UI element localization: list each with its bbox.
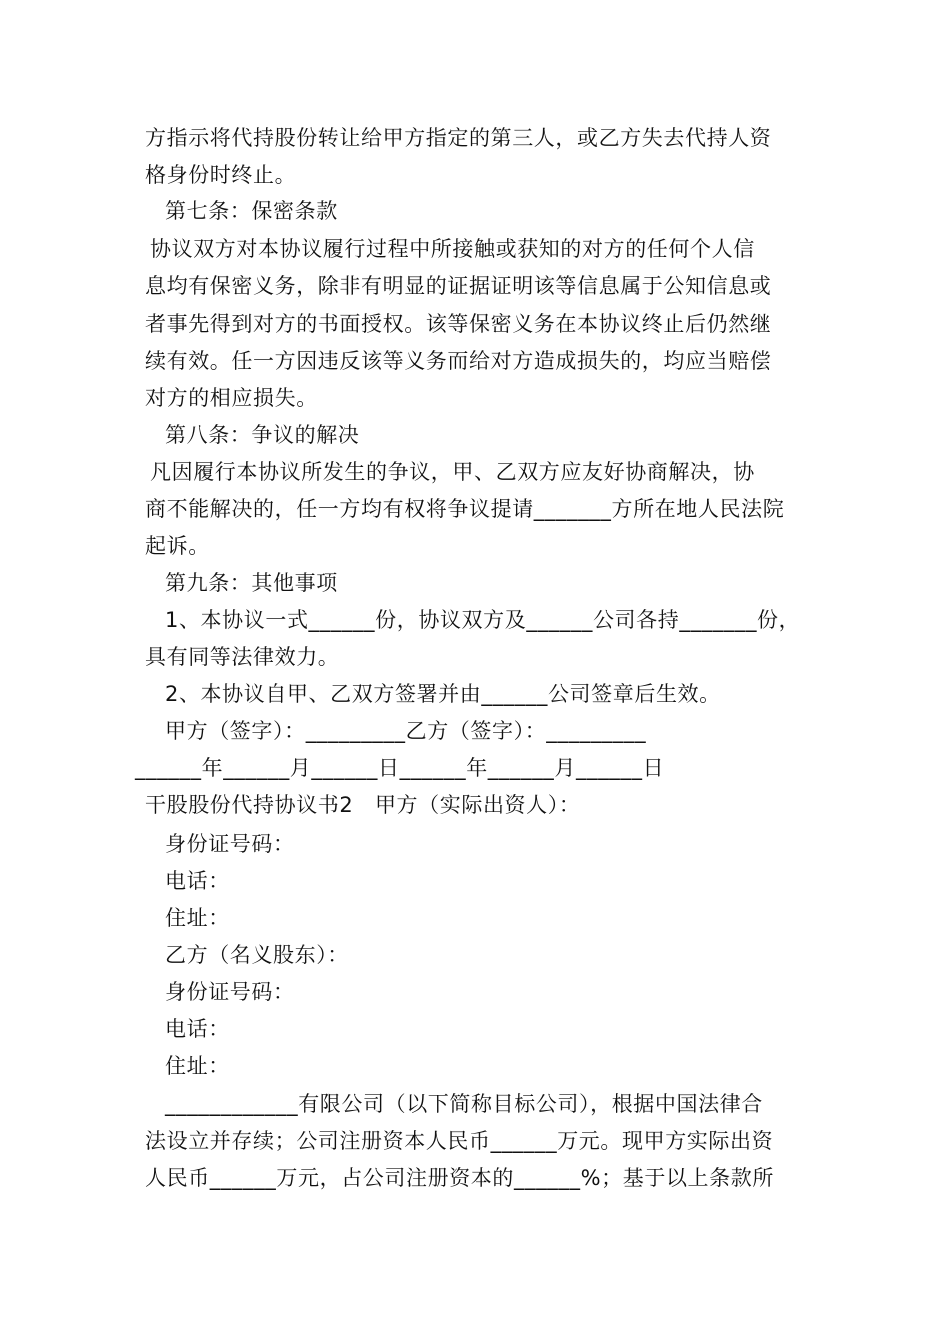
body-text-line: 对方的相应损失。 [145, 386, 318, 410]
body-text-line: 起诉。 [145, 534, 210, 558]
body-text-line: 商不能解决的，任一方均有权将争议提请_______方所在地人民法院 [145, 497, 785, 521]
party-heading: 乙方（名义股东）： [165, 943, 349, 967]
field-label: 住址： [165, 1054, 230, 1078]
section-heading-9: 第九条：其他事项 [165, 571, 338, 595]
document-title-line: 干股股份代持协议书2 甲方（实际出资人）： [145, 793, 581, 817]
body-text-line: 方指示将代持股份转让给甲方指定的第三人，或乙方失去代持人资 [145, 126, 772, 150]
body-text-line: 协议双方对本协议履行过程中所接触或获知的对方的任何个人信 [150, 237, 755, 261]
signature-line: 甲方（签字）：_________乙方（签字）：_________ [165, 719, 647, 743]
section-heading-7: 第七条：保密条款 [165, 199, 338, 223]
body-text-line: 法设立并存续；公司注册资本人民币______万元。现甲方实际出资 [145, 1129, 774, 1153]
body-text-line: 1、本协议一式______份，协议双方及______公司各持_______份， [165, 608, 801, 632]
section-heading-8: 第八条：争议的解决 [165, 423, 360, 447]
body-text-line: 人民币______万元，占公司注册资本的______%；基于以上条款所 [145, 1166, 774, 1190]
body-text-line: 凡因履行本协议所发生的争议，甲、乙双方应友好协商解决，协 [150, 460, 755, 484]
field-label: 电话： [165, 1017, 230, 1041]
field-label: 身份证号码： [165, 980, 295, 1004]
field-label: 住址： [165, 906, 230, 930]
body-text-line: ____________有限公司（以下简称目标公司），根据中国法律合 [165, 1092, 763, 1116]
body-text-line: 格身份时终止。 [145, 163, 297, 187]
body-text-line: 具有同等法律效力。 [145, 645, 340, 669]
date-line: ______年______月______日______年______月______日 [135, 756, 665, 780]
body-text-line: 者事先得到对方的书面授权。该等保密义务在本协议终止后仍然继 [145, 312, 772, 336]
body-text-line: 息均有保密义务，除非有明显的证据证明该等信息属于公知信息或 [145, 274, 772, 298]
field-label: 身份证号码： [165, 832, 295, 856]
body-text-line: 续有效。任一方因违反该等义务而给对方造成损失的，均应当赔偿 [145, 349, 772, 373]
field-label: 电话： [165, 869, 230, 893]
body-text-line: 2、本协议自甲、乙双方签署并由______公司签章后生效。 [165, 682, 721, 706]
